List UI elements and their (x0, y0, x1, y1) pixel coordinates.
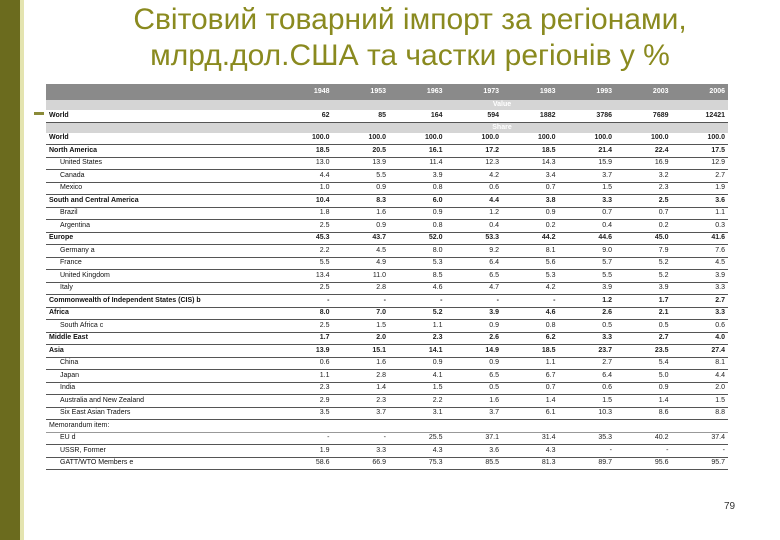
year-header-row (46, 84, 728, 100)
value-cell: 14.1 (389, 345, 446, 358)
value-cell: 0.9 (446, 320, 503, 333)
year-header: 1953 (333, 84, 390, 100)
value-cell: 0.9 (333, 182, 390, 195)
value-cell: 4.2 (446, 170, 503, 183)
value-cell: 1.9 (276, 445, 333, 458)
row-label: Italy (46, 282, 276, 295)
table-row (46, 407, 728, 420)
value-cell: - (333, 432, 390, 445)
row-label: Brazil (46, 207, 276, 220)
value-cell: 4.7 (446, 282, 503, 295)
row-label: India (46, 382, 276, 395)
table-row (46, 270, 728, 283)
year-header: 1948 (276, 84, 333, 100)
value-cell: 2.5 (276, 282, 333, 295)
value-cell: 5.4 (615, 357, 672, 370)
value-cell: 7.6 (672, 245, 729, 258)
value-cell: 44.2 (502, 232, 559, 245)
value-cell: 20.5 (333, 145, 390, 158)
value-cell: 5.5 (276, 257, 333, 270)
value-cell: 0.5 (559, 320, 616, 333)
value-cell: 18.5 (502, 145, 559, 158)
value-cell: 1.1 (389, 320, 446, 333)
value-cell: 23.5 (615, 345, 672, 358)
value-cell: 1.0 (276, 182, 333, 195)
row-label: China (46, 357, 276, 370)
row-label: USSR, Former (46, 445, 276, 458)
value-cell: 5.5 (333, 170, 390, 183)
value-cell: 3.9 (389, 170, 446, 183)
value-cell: 2.5 (276, 220, 333, 233)
value-cell: 3.5 (276, 407, 333, 420)
table-row (46, 145, 728, 158)
row-label: North America (46, 145, 276, 158)
row-label: South Africa c (46, 320, 276, 333)
value-cell: 3.3 (559, 332, 616, 345)
value-cell: 4.6 (502, 307, 559, 320)
row-label: Africa (46, 307, 276, 320)
row-label: Europe (46, 232, 276, 245)
value-cell: 2.3 (276, 382, 333, 395)
table-row (46, 195, 728, 208)
value-cell: 81.3 (502, 457, 559, 470)
value-cell: 3.1 (389, 407, 446, 420)
row-label: France (46, 257, 276, 270)
value-cell: 66.9 (333, 457, 390, 470)
value-cell: 3.9 (446, 307, 503, 320)
value-cell: 2.3 (389, 332, 446, 345)
value-cell: 13.4 (276, 270, 333, 283)
value-cell: 4.6 (389, 282, 446, 295)
value-cell: 0.5 (615, 320, 672, 333)
value-cell: 3.7 (446, 407, 503, 420)
year-header: 2003 (615, 84, 672, 100)
slide-title (40, 2, 780, 74)
value-cell: 3.7 (559, 170, 616, 183)
value-cell: 17.2 (446, 145, 503, 158)
value-cell: 0.8 (502, 320, 559, 333)
row-label: GATT/WTO Members e (46, 457, 276, 470)
value-cell: 5.6 (502, 257, 559, 270)
import-table (46, 84, 728, 470)
value-cell: 6.4 (559, 370, 616, 383)
table-row (46, 307, 728, 320)
value-cell: 95.6 (615, 457, 672, 470)
value-cell: 1.5 (389, 382, 446, 395)
table-row (46, 295, 728, 308)
value-cell: 594 (446, 110, 503, 122)
value-cell: 0.9 (389, 357, 446, 370)
year-header: 2006 (672, 84, 729, 100)
value-cell: 4.0 (672, 332, 729, 345)
value-cell: 0.7 (502, 382, 559, 395)
value-cell: 44.6 (559, 232, 616, 245)
band-blank (46, 100, 276, 110)
value-cell: 2.2 (276, 245, 333, 258)
value-cell: 40.2 (615, 432, 672, 445)
row-label: Japan (46, 370, 276, 383)
value-cell: 2.3 (333, 395, 390, 408)
value-cell: 1.2 (446, 207, 503, 220)
value-cell: 3.8 (502, 195, 559, 208)
value-cell: 53.3 (446, 232, 503, 245)
value-cell: - (333, 295, 390, 308)
value-cell: 35.3 (559, 432, 616, 445)
row-label: Germany a (46, 245, 276, 258)
value-cell: 6.7 (502, 370, 559, 383)
table-row (46, 170, 728, 183)
value-cell: 31.4 (502, 432, 559, 445)
value-cell: 0.2 (615, 220, 672, 233)
value-cell: 1.8 (276, 207, 333, 220)
value-cell: 2.5 (276, 320, 333, 333)
value-cell: 4.3 (502, 445, 559, 458)
row-label: Canada (46, 170, 276, 183)
value-cell: 5.3 (502, 270, 559, 283)
value-cell: 3.6 (672, 195, 729, 208)
value-cell: 95.7 (672, 457, 729, 470)
value-cell: 58.6 (276, 457, 333, 470)
share-band (46, 122, 728, 133)
value-cell: 1.2 (559, 295, 616, 308)
value-cell: 16.1 (389, 145, 446, 158)
value-cell: 21.4 (559, 145, 616, 158)
value-cell: 8.3 (333, 195, 390, 208)
value-cell: 52.0 (389, 232, 446, 245)
value-cell: 5.2 (615, 270, 672, 283)
value-cell: 75.3 (389, 457, 446, 470)
value-cell: - (389, 295, 446, 308)
value-cell: 1.4 (333, 382, 390, 395)
value-cell: 100.0 (276, 133, 333, 145)
value-cell: 3.3 (672, 307, 729, 320)
value-cell: 8.6 (615, 407, 672, 420)
table-row (46, 182, 728, 195)
value-cell: 3.4 (502, 170, 559, 183)
value-cell: 15.1 (333, 345, 390, 358)
value-cell: 6.4 (446, 257, 503, 270)
row-label: United Kingdom (46, 270, 276, 283)
value-cell: 3.7 (333, 407, 390, 420)
value-cell: 8.1 (502, 245, 559, 258)
value-cell: 0.6 (672, 320, 729, 333)
value-cell: 1.6 (333, 357, 390, 370)
value-cell: 0.2 (502, 220, 559, 233)
table-row (46, 457, 728, 470)
value-cell: 1.7 (615, 295, 672, 308)
value-cell: 3.2 (615, 170, 672, 183)
value-cell: 5.2 (615, 257, 672, 270)
value-cell: - (559, 445, 616, 458)
table-row (46, 220, 728, 233)
table-row (46, 445, 728, 458)
year-header: 1963 (389, 84, 446, 100)
value-cell: 10.3 (559, 407, 616, 420)
value-cell: 37.4 (672, 432, 729, 445)
value-cell: 1.9 (672, 182, 729, 195)
value-cell: 89.7 (559, 457, 616, 470)
value-cell: 164 (389, 110, 446, 122)
value-cell: 41.6 (672, 232, 729, 245)
value-cell: 1.7 (276, 332, 333, 345)
left-accent-bar (0, 0, 20, 540)
value-cell: 10.4 (276, 195, 333, 208)
value-cell: 16.9 (615, 157, 672, 170)
value-cell: - (502, 295, 559, 308)
value-cell: 0.4 (559, 220, 616, 233)
value-cell: 17.5 (672, 145, 729, 158)
value-cell: 8.1 (672, 357, 729, 370)
value-cell: 1.5 (333, 320, 390, 333)
table-row (46, 370, 728, 383)
table-row (46, 110, 728, 122)
value-cell: 15.9 (559, 157, 616, 170)
year-header: 1983 (502, 84, 559, 100)
value-cell: 100.0 (672, 133, 729, 145)
table-row (46, 207, 728, 220)
value-cell: 2.5 (615, 195, 672, 208)
value-cell: 27.4 (672, 345, 729, 358)
value-cell: 0.9 (502, 207, 559, 220)
value-cell: 1.1 (672, 207, 729, 220)
value-cell: 2.8 (333, 370, 390, 383)
table-row (46, 382, 728, 395)
value-cell: 1.5 (559, 395, 616, 408)
value-cell: 45.3 (276, 232, 333, 245)
value-cell: 13.9 (276, 345, 333, 358)
page-number: 79 (724, 501, 736, 512)
value-cell: 1882 (502, 110, 559, 122)
table-row (46, 282, 728, 295)
value-cell: 0.6 (446, 182, 503, 195)
title-line-2: млрд.дол.США та частки регіонів у % (150, 39, 670, 72)
value-cell: 3.9 (559, 282, 616, 295)
year-header: 1993 (559, 84, 616, 100)
header-blank (46, 84, 276, 100)
value-cell: 45.0 (615, 232, 672, 245)
share-band-label: Share (276, 122, 728, 133)
value-cell: 0.8 (389, 220, 446, 233)
value-cell: 100.0 (502, 133, 559, 145)
table-row (46, 232, 728, 245)
value-cell: 1.1 (276, 370, 333, 383)
value-cell: 4.5 (333, 245, 390, 258)
value-cell: 6.1 (502, 407, 559, 420)
memo-header-row (46, 420, 728, 433)
value-cell: 2.7 (672, 295, 729, 308)
table-row (46, 395, 728, 408)
value-cell: 4.4 (672, 370, 729, 383)
row-label: EU d (46, 432, 276, 445)
value-cell: 85.5 (446, 457, 503, 470)
value-cell: 0.6 (276, 357, 333, 370)
bullet-marker (34, 112, 44, 115)
value-cell: 7.0 (333, 307, 390, 320)
row-label: Commonwealth of Independent States (CIS) b (46, 295, 276, 308)
row-label: Middle East (46, 332, 276, 345)
value-cell: 12.9 (672, 157, 729, 170)
row-label: Six East Asian Traders (46, 407, 276, 420)
value-cell: 2.8 (333, 282, 390, 295)
value-cell: 2.7 (672, 170, 729, 183)
value-cell: 6.0 (389, 195, 446, 208)
value-cell: - (615, 445, 672, 458)
value-cell: 2.9 (276, 395, 333, 408)
value-cell: 100.0 (559, 133, 616, 145)
value-cell: 0.8 (389, 182, 446, 195)
value-cell: 5.3 (389, 257, 446, 270)
row-label: Mexico (46, 182, 276, 195)
row-label: South and Central America (46, 195, 276, 208)
value-cell: 1.6 (333, 207, 390, 220)
value-cell: 2.3 (615, 182, 672, 195)
value-cell: 0.4 (446, 220, 503, 233)
value-cell: 3786 (559, 110, 616, 122)
value-cell: 1.5 (672, 395, 729, 408)
value-cell: 6.5 (446, 270, 503, 283)
value-cell: 2.0 (333, 332, 390, 345)
value-cell: 100.0 (389, 133, 446, 145)
value-cell: 5.0 (615, 370, 672, 383)
value-cell: 0.5 (446, 382, 503, 395)
value-cell: 0.7 (615, 207, 672, 220)
value-cell: 0.9 (615, 382, 672, 395)
value-cell: - (276, 432, 333, 445)
value-cell: 11.4 (389, 157, 446, 170)
value-cell: 22.4 (615, 145, 672, 158)
value-cell: 4.5 (672, 257, 729, 270)
value-cell: 12.3 (446, 157, 503, 170)
value-cell: 23.7 (559, 345, 616, 358)
value-cell: 2.7 (615, 332, 672, 345)
value-cell: 0.6 (559, 382, 616, 395)
value-cell: 12421 (672, 110, 729, 122)
value-cell: 0.7 (502, 182, 559, 195)
row-label: Australia and New Zealand (46, 395, 276, 408)
value-cell: 2.6 (446, 332, 503, 345)
left-accent-stripe (20, 0, 24, 540)
title-line-1: Світовий товарний імпорт за регіонами, (133, 3, 687, 36)
import-table-container (46, 84, 728, 470)
value-cell: 25.5 (389, 432, 446, 445)
row-label: United States (46, 157, 276, 170)
value-cell: 1.1 (502, 357, 559, 370)
value-cell: 85 (333, 110, 390, 122)
value-band (46, 100, 728, 110)
value-cell: 18.5 (502, 345, 559, 358)
value-cell: 4.4 (446, 195, 503, 208)
value-cell: 7.9 (615, 245, 672, 258)
value-cell: 11.0 (333, 270, 390, 283)
value-cell: 4.1 (389, 370, 446, 383)
band-blank (46, 122, 276, 133)
row-label: Argentina (46, 220, 276, 233)
value-cell: 43.7 (333, 232, 390, 245)
value-cell: 9.0 (559, 245, 616, 258)
value-cell: 8.5 (389, 270, 446, 283)
value-cell: 2.6 (559, 307, 616, 320)
row-label: World (46, 133, 276, 145)
value-cell: 0.9 (389, 207, 446, 220)
value-cell: 62 (276, 110, 333, 122)
table-row (46, 345, 728, 358)
value-cell: 3.3 (559, 195, 616, 208)
value-cell: 5.7 (559, 257, 616, 270)
row-label: World (46, 110, 276, 122)
value-cell: - (446, 295, 503, 308)
value-cell: 8.8 (672, 407, 729, 420)
value-cell: 3.9 (615, 282, 672, 295)
value-cell: 100.0 (333, 133, 390, 145)
value-cell: 6.2 (502, 332, 559, 345)
value-cell: 4.9 (333, 257, 390, 270)
table-row (46, 320, 728, 333)
value-cell: 2.2 (389, 395, 446, 408)
value-band-label: Value (276, 100, 728, 110)
value-cell: 5.5 (559, 270, 616, 283)
value-cell: 2.1 (615, 307, 672, 320)
value-cell: 1.4 (615, 395, 672, 408)
value-cell: 3.3 (672, 282, 729, 295)
value-cell: 0.9 (446, 357, 503, 370)
value-cell: 1.4 (502, 395, 559, 408)
value-cell: 0.3 (672, 220, 729, 233)
value-cell: 0.9 (333, 220, 390, 233)
value-cell: 6.5 (446, 370, 503, 383)
value-cell: 0.7 (559, 207, 616, 220)
value-cell: 3.6 (446, 445, 503, 458)
table-row (46, 157, 728, 170)
table-row (46, 432, 728, 445)
value-cell: 8.0 (276, 307, 333, 320)
value-cell: 7689 (615, 110, 672, 122)
value-cell: 3.3 (333, 445, 390, 458)
value-cell: 14.9 (446, 345, 503, 358)
value-cell: 13.0 (276, 157, 333, 170)
value-cell: 8.0 (389, 245, 446, 258)
table-row (46, 257, 728, 270)
table-row (46, 245, 728, 258)
value-cell: 3.9 (672, 270, 729, 283)
value-cell: 5.2 (389, 307, 446, 320)
value-cell: 4.4 (276, 170, 333, 183)
value-cell: 14.3 (502, 157, 559, 170)
value-cell: 9.2 (446, 245, 503, 258)
value-cell: 37.1 (446, 432, 503, 445)
value-cell: 13.9 (333, 157, 390, 170)
value-cell: 4.3 (389, 445, 446, 458)
value-cell: - (276, 295, 333, 308)
value-cell: 100.0 (615, 133, 672, 145)
table-row (46, 332, 728, 345)
value-cell: 1.5 (559, 182, 616, 195)
value-cell: 18.5 (276, 145, 333, 158)
memo-label: Memorandum item: (46, 420, 728, 433)
value-cell: 1.6 (446, 395, 503, 408)
table-row (46, 133, 728, 145)
value-cell: 2.0 (672, 382, 729, 395)
year-header: 1973 (446, 84, 503, 100)
value-cell: - (672, 445, 729, 458)
value-cell: 2.7 (559, 357, 616, 370)
value-cell: 100.0 (446, 133, 503, 145)
table-row (46, 357, 728, 370)
row-label: Asia (46, 345, 276, 358)
value-cell: 4.2 (502, 282, 559, 295)
